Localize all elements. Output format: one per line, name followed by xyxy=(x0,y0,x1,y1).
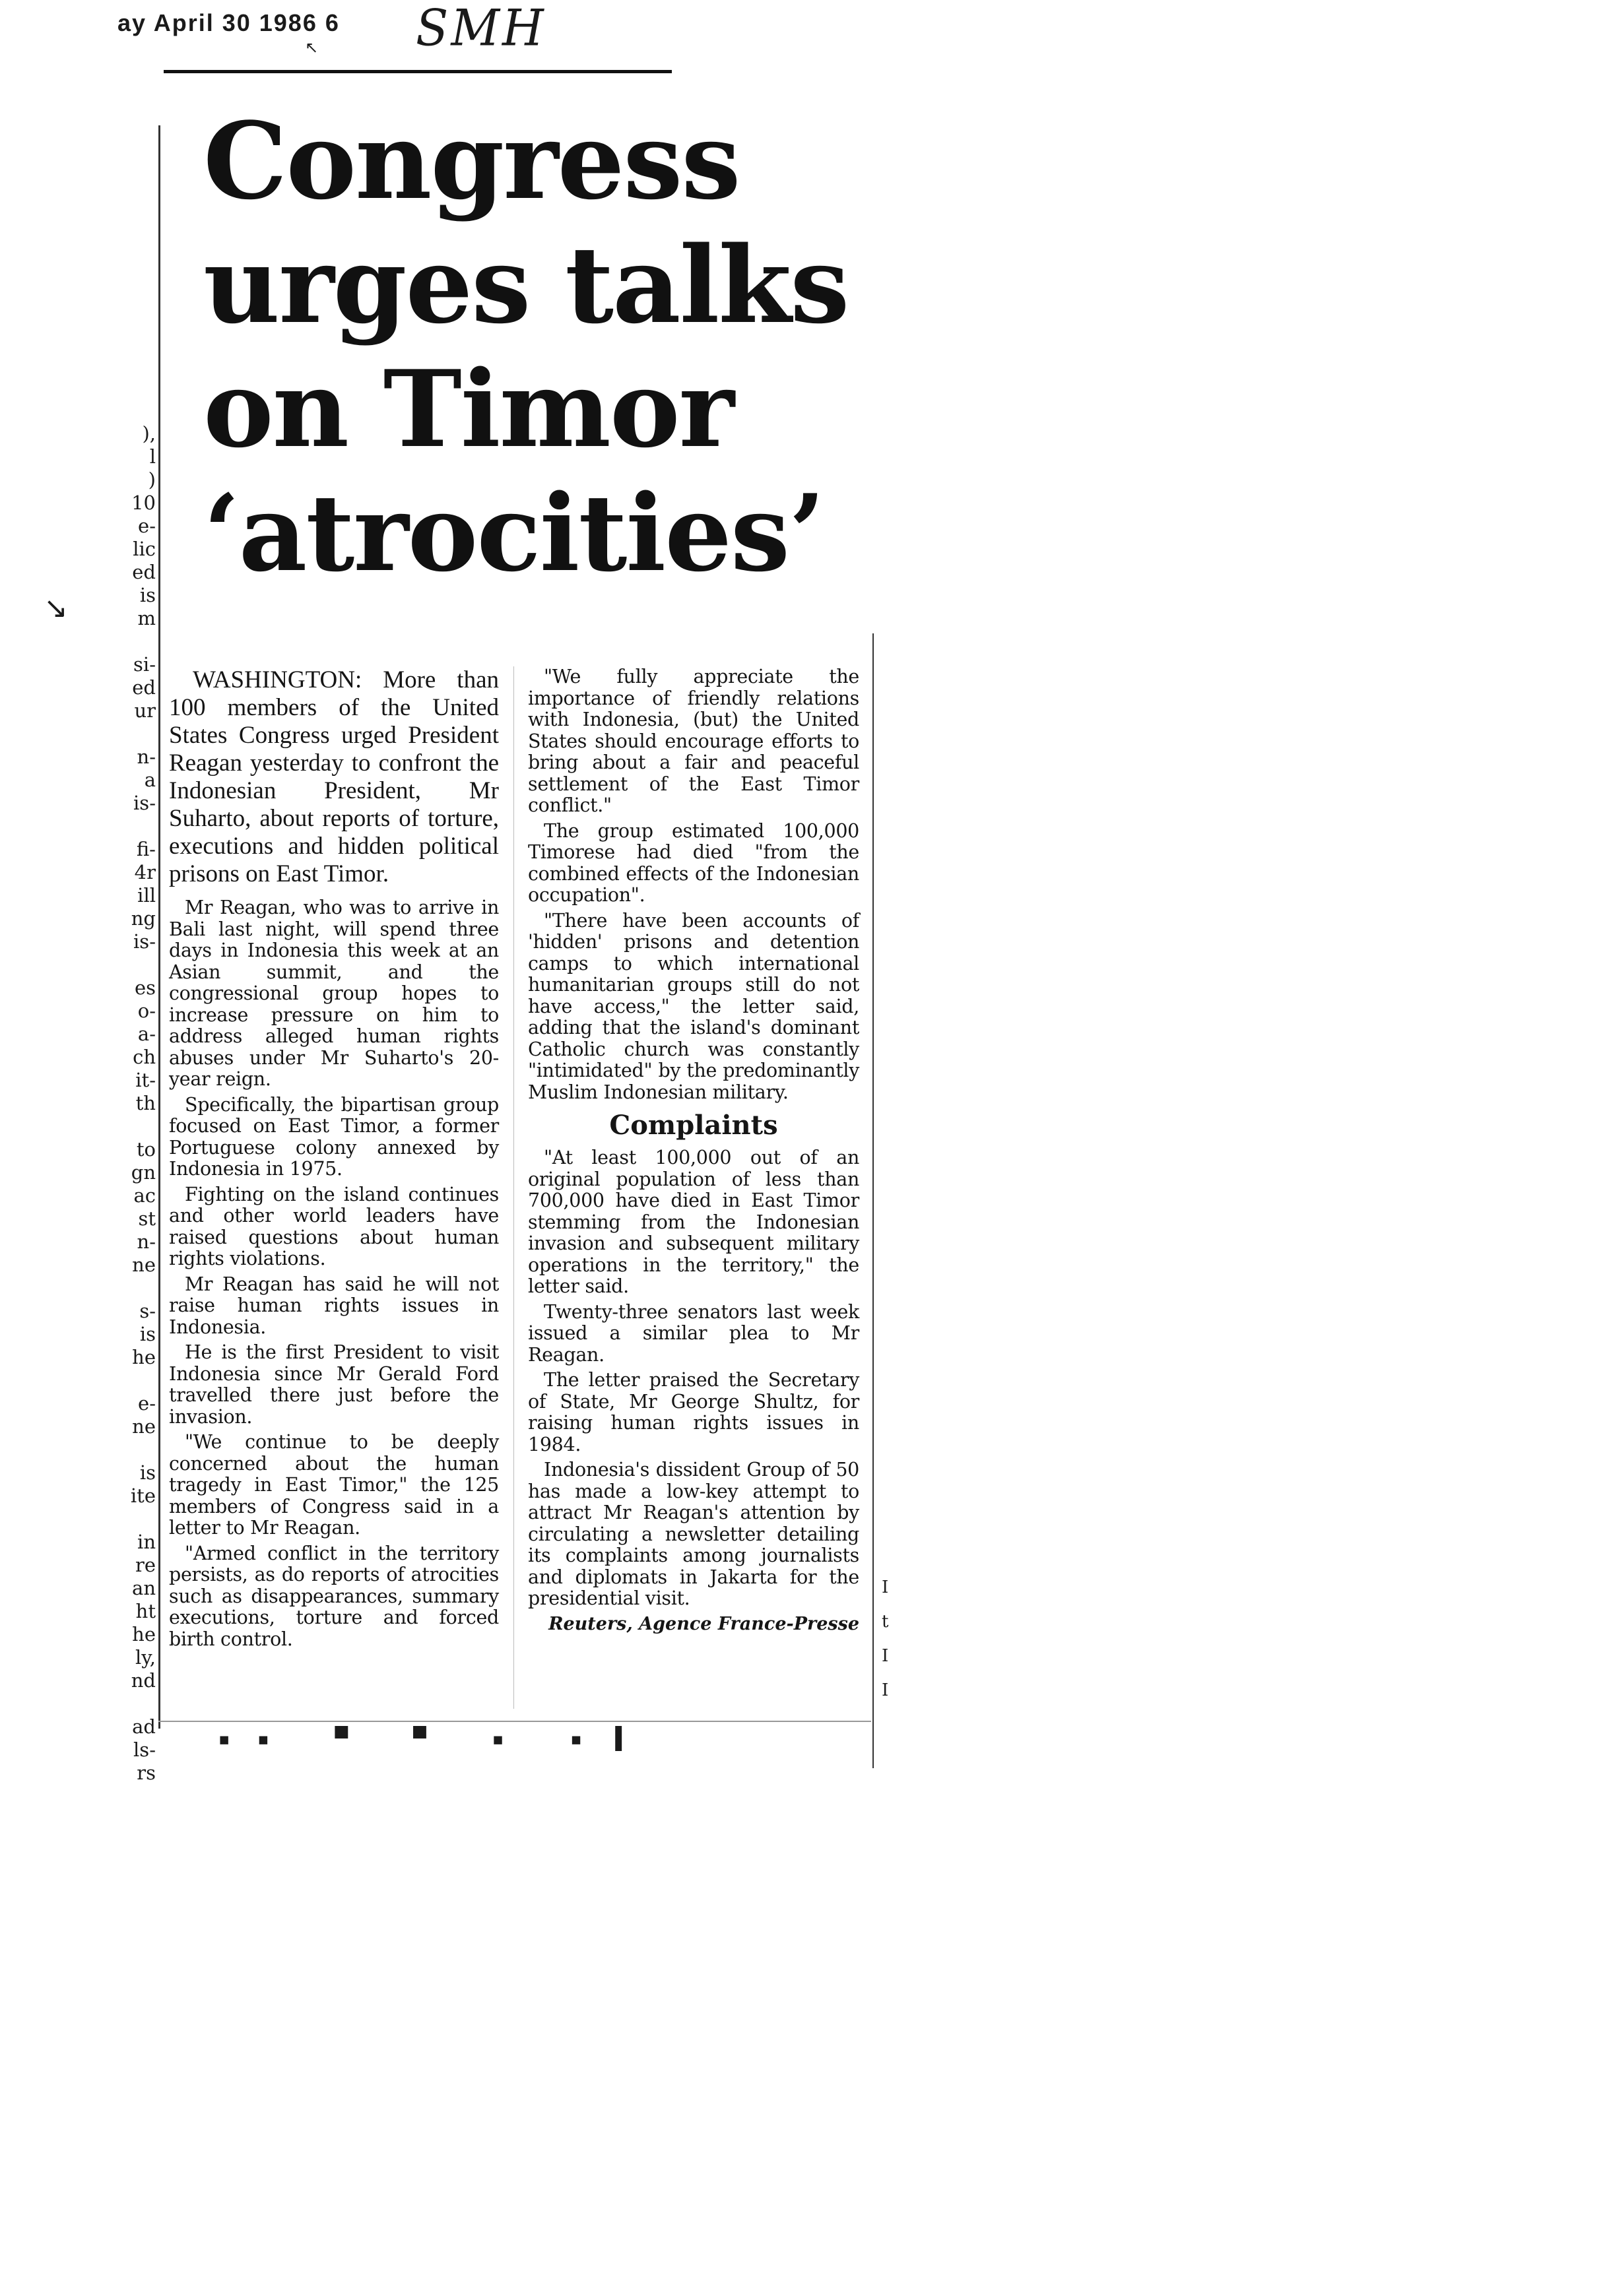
top-rule xyxy=(164,70,672,73)
section-subhead: Complaints xyxy=(609,1110,778,1141)
middle-column-rule xyxy=(513,666,514,1709)
bottom-edge-marks: ▪▪ ▀ ▀ ▪ ▪▐ xyxy=(218,1726,648,1751)
article-paragraph: Specifically, the bipartisan group focused on East Timor, a former Portuguese colony annexed by Indonesia in 1975. xyxy=(169,1093,499,1180)
article-paragraph: The letter praised the Secretary of State, Mr George Shultz, for raising human rights issues in 1984. xyxy=(528,1369,859,1455)
adjacent-column-fragments: ), l ) 10 e- lic ed is m si- ed ur n- a is- fi- 4r ill ng is- es o- a- ch it- th to gn ac st n- ne s- is he e- ne is ite in re an ht he ly, nd ad ls- rs xyxy=(130,422,156,1784)
article-lead: WASHINGTON: More than 100 members of the United States Congress urged President Reagan yesterday to confront the Indonesian President, Mr Suharto, about reports of torture, executions and hidden political prisons on East Timor. xyxy=(169,666,499,887)
article-column-1 xyxy=(169,666,499,1654)
article-paragraph: The group estimated 100,000 Timorese had died "from the combined effects of the Indonesian occupation". xyxy=(528,819,859,906)
masthead-date-line: ay April 30 1986 6 xyxy=(117,9,340,36)
headline-line-1: Congress xyxy=(203,99,740,223)
headline-line-2: urges talks xyxy=(203,223,849,347)
article-column-2 xyxy=(528,666,859,1634)
article-paragraph: Mr Reagan has said he will not raise human rights issues in Indonesia. xyxy=(169,1273,499,1338)
right-margin-fragments: I t I I xyxy=(882,1578,889,1700)
article-paragraph: "We continue to be deeply concerned about the human tragedy in East Timor," the 125 members of Congress said in a letter to Mr Reagan. xyxy=(169,1431,499,1539)
margin-arrow-icon: ↘ xyxy=(44,591,68,625)
article-paragraph: Indonesia's dissident Group of 50 has made a low-key attempt to attract Mr Reagan's attention by circulating a newsletter detailing its complaints among journalists and diplomats in Jakarta for the presidential visit. xyxy=(528,1459,859,1609)
article-paragraph: "There have been accounts of 'hidden' prisons and detention camps to which international humanitarian groups still do not have access," the letter said, adding that the island's dominant Catholic church was constantly "intimidated" by the predominantly Muslim Indonesian military. xyxy=(528,909,859,1103)
article-paragraph: Twenty-three senators last week issued a similar plea to Mr Reagan. xyxy=(528,1300,859,1366)
right-column-rule xyxy=(872,633,874,1768)
headline-line-4: ‘atrocities’ xyxy=(203,471,824,595)
left-column-rule xyxy=(158,125,160,1729)
article-paragraph: "We fully appreciate the importance of friendly relations with Indonesia, (but) the United States should encourage efforts to bring about a fair and peaceful settlement of the East Timor conflict." xyxy=(528,666,859,816)
article-paragraph: Fighting on the island continues and other world leaders have raised questions about human rights violations. xyxy=(169,1183,499,1269)
bottom-rule xyxy=(158,1721,871,1722)
wire-service-credit: Reuters, Agence France-Presse xyxy=(548,1613,859,1634)
tick-mark-icon: ↖ xyxy=(305,38,319,57)
article-paragraph: He is the first President to visit Indonesia since Mr Gerald Ford travelled there just before the invasion. xyxy=(169,1341,499,1428)
headline-line-3: on Timor xyxy=(203,347,733,471)
article-paragraph: Mr Reagan, who was to arrive in Bali last night, will spend three days in Indonesia this week at an Asian summit, and the congressional group hopes to increase pressure on him to address alleged human rights abuses under Mr Suharto's 20-year reign. xyxy=(169,897,499,1090)
headline xyxy=(203,99,863,595)
article-paragraph: "Armed conflict in the territory persists, as do reports of atrocities such as disappearances, summary executions, torture and forced birth control. xyxy=(169,1542,499,1650)
article-paragraph: "At least 100,000 out of an original population of less than 700,000 have died in East Timor stemming from the Indonesian invasion and subsequent military operations in the territory," the letter said. xyxy=(528,1147,859,1297)
handwritten-annotation: SMH xyxy=(416,0,546,57)
